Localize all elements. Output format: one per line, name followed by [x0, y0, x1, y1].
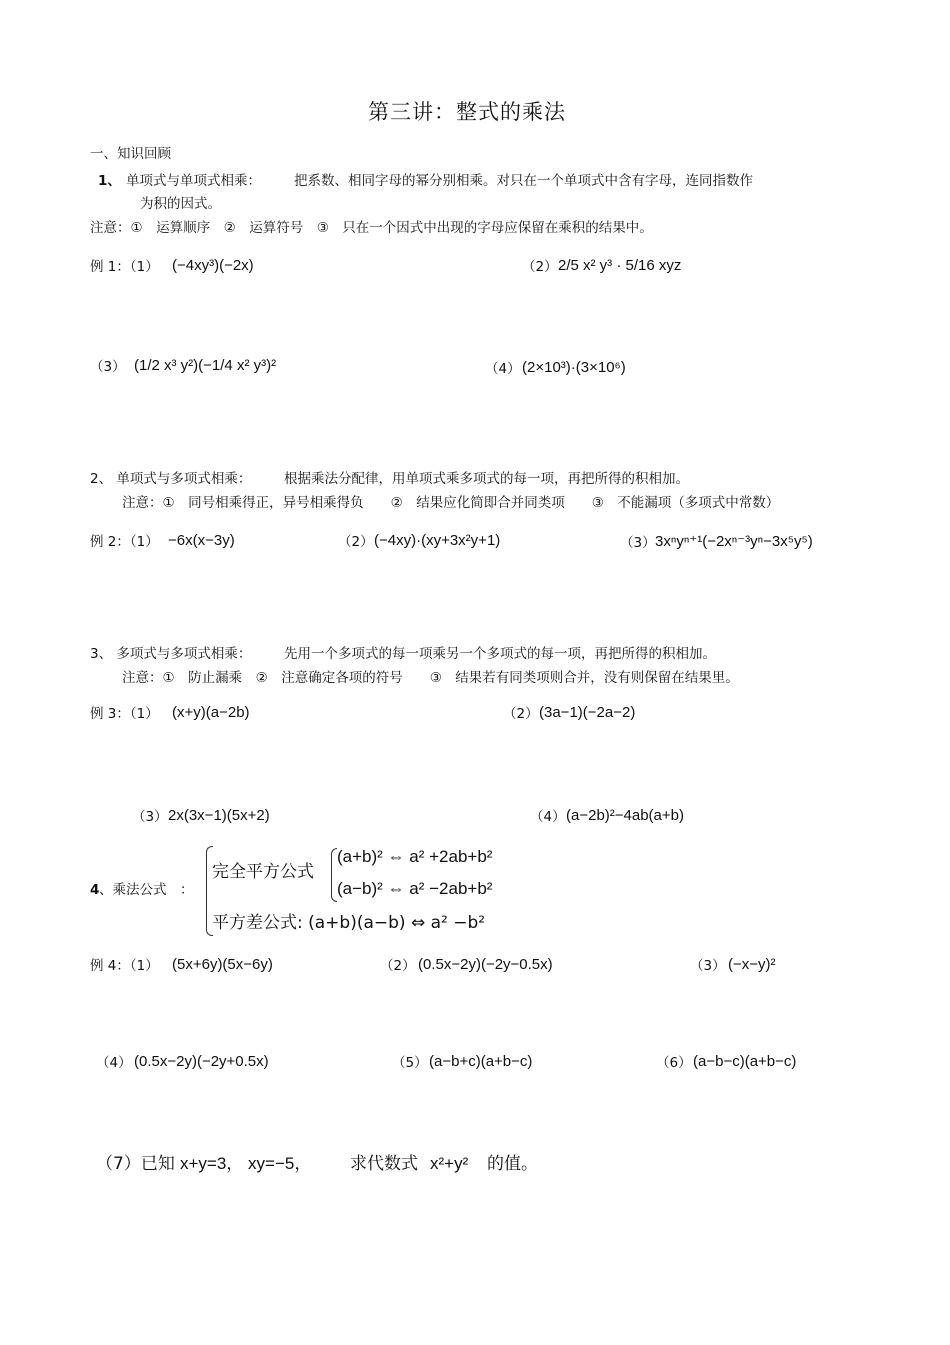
item-body: 根据乘法分配律，用单项式乘多项式的每一项，再把所得的积相加。 [284, 471, 689, 487]
item-body: 先用一个多项式的每一项乘另一个多项式的每一项，再把所得的积相加。 [284, 646, 716, 662]
example-label: （3） [620, 535, 656, 551]
example-label: （4） [530, 809, 566, 825]
expression: (a−b−c)(a+b−c) [693, 1053, 797, 1070]
expression: 2/5 x² y³ · 5/16 xyz [558, 257, 682, 274]
example-label: （2） [503, 706, 539, 722]
expression: 3xⁿyⁿ⁺¹(−2xⁿ⁻³yⁿ−3x⁵y⁵) [655, 533, 813, 550]
note-line: 注意：① 同号相乘得正，异号相乘得负 ② 结果应化简即合并同类项 ③ 不能漏项（多项式中常数） [122, 495, 780, 511]
page-title: 第三讲：整式的乘法 [368, 100, 566, 124]
expression: (0.5x−2y)(−2y−0.5x) [418, 956, 553, 973]
item-body: 把系数、相同字母的幂分别相乘。对只在一个单项式中含有字母，连同指数作 [294, 173, 753, 189]
example-label: （7）已知 [96, 1154, 175, 1174]
formula-group-label: 完全平方公式 [212, 862, 314, 882]
example-label: （2） [380, 958, 416, 974]
example-label: （4） [96, 1055, 132, 1071]
item-heading: 2、 单项式与多项式相乘： [90, 471, 252, 487]
item-number: 1、 [98, 173, 121, 189]
expression: (−4xy³)(−2x) [172, 257, 254, 274]
example-label: （2） [338, 534, 374, 550]
expression: 2x(3x−1)(5x+2) [168, 807, 270, 824]
item-heading: 单项式与单项式相乘： [126, 173, 261, 189]
formula: 平方差公式: (a+b)(a−b) ⇔ a² −b² [212, 913, 486, 933]
example-label: （3） [690, 958, 726, 974]
expression: (0.5x−2y)(−2y+0.5x) [134, 1053, 269, 1070]
formula: (a+b)² ⇔ a² +2ab+b² [337, 847, 493, 866]
example-label: （3） [90, 359, 126, 375]
expression: (5x+6y)(5x−6y) [172, 956, 273, 973]
note-line: 注意：① 防止漏乘 ② 注意确定各项的符号 ③ 结果若有同类项则合并，没有则保留在结果里。 [122, 670, 739, 686]
example-label: （5） [392, 1055, 428, 1071]
expression: (−4xy)·(xy+3x²y+1) [374, 532, 501, 549]
question-text: 的值。 [487, 1154, 538, 1174]
expression: (−x−y)² [728, 956, 776, 973]
expression: x²+y² [430, 1154, 469, 1173]
question-text: 求代数式 [350, 1154, 418, 1174]
example-label: （4） [485, 361, 521, 377]
item-heading: 3、 多项式与多项式相乘： [90, 646, 252, 662]
example-label: 例 3：（1） [90, 706, 159, 722]
example-label: 例 4：（1） [90, 958, 159, 974]
note-line: 注意：① 运算顺序 ② 运算符号 ③ 只在一个因式中出现的字母应保留在乘积的结果中。 [90, 220, 653, 236]
item-number: 4 [90, 882, 100, 898]
expression: −6x(x−3y) [168, 532, 235, 549]
formula: (a−b)² ⇔ a² −2ab+b² [337, 879, 493, 898]
expression: (2×10³)·(3×10⁶) [522, 359, 626, 376]
example-label: （3） [132, 809, 168, 825]
expression: (1/2 x³ y²)(−1/4 x² y³)² [134, 357, 277, 374]
expression: (a−b+c)(a+b−c) [429, 1053, 533, 1070]
example-label: 例 2：（1） [90, 534, 159, 550]
expression: x+y=3， xy=−5， [180, 1154, 312, 1173]
expression: (x+y)(a−2b) [172, 704, 250, 721]
example-label: （2） [522, 259, 558, 275]
section-heading: 一、知识回顾 [90, 146, 171, 162]
example-label: 例 1：（1） [90, 259, 159, 275]
item-heading: 、乘法公式 ： [99, 882, 194, 898]
expression: (3a−1)(−2a−2) [539, 704, 636, 721]
item-body-cont: 为积的因式。 [140, 196, 221, 212]
expression: (a−2b)²−4ab(a+b) [566, 807, 684, 824]
example-label: （6） [656, 1055, 692, 1071]
